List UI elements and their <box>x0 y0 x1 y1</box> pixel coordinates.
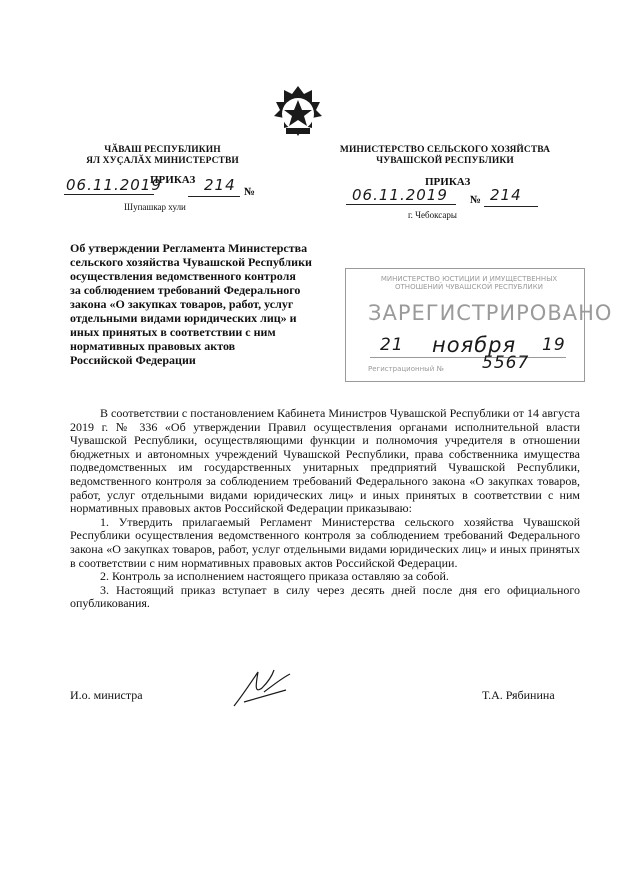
left-header-line2: ЯЛ ХУҪАЛӐХ МИНИСТЕРСТВИ <box>86 156 239 166</box>
left-order-date: 06.11.2019 <box>66 176 162 194</box>
left-date-underline <box>64 194 154 195</box>
document-body <box>70 407 580 611</box>
registration-stamp <box>345 268 613 382</box>
left-order-number: 214 <box>204 176 236 194</box>
stamp-footer: Регистрационный № <box>368 365 444 373</box>
stamp-day: 21 <box>380 335 404 355</box>
right-order-word: ПРИКАЗ <box>425 176 471 188</box>
right-order-number: 214 <box>490 186 522 204</box>
stamp-date-underline <box>370 357 566 358</box>
body-item-1: 1. Утвердить прилагаемый Регламент Министерства сельского хозяйства Чувашской Республики осуществления ведомственного контроля за соблюдением требований Федерального закона «О закупках товаров, работ, услуг отдельными видами юридических лиц» и иных принятых в соответствии с ним нормативных правовых актов Российской Федерации. <box>70 514 580 570</box>
right-date-underline <box>346 204 456 205</box>
coat-of-arms-emblem <box>266 80 330 144</box>
left-number-underline <box>188 196 240 197</box>
signatory-name: Т.А. Рябинина <box>482 688 555 702</box>
body-item-3: 3. Настоящий приказ вступает в силу через десять дней после дня его официального опубликования. <box>70 582 580 611</box>
body-paragraph-intro: В соответствии с постановлением Кабинета Министров Чувашской Республики от 14 августа 2019 г. № 336 «Об утверждении Правил осуществления органами исполнительной власти Чувашской Республики, осуществляющими функции и полномочия учредителя в отношении бюджетных и автономных учреждений Чувашской Республики, права собственника имущества подведомственных им государственных унитарных предприятий Чувашской Республики, ведомственного контроля за соблюдением требований Федерального закона «О закупках товаров, работ, услуг отдельными видами юридических лиц» и иных принятых в соответствии с ним нормативных правовых актов Российской Федерации приказываю: <box>70 406 580 516</box>
right-number-sign: № <box>470 194 482 206</box>
title-line: Об утверждении Регламента Министерства <box>70 241 308 255</box>
right-order-date: 06.11.2019 <box>352 186 448 204</box>
stamp-reg-number: 5567 <box>482 353 530 373</box>
handwritten-signature <box>228 662 298 712</box>
right-header-line1: МИНИСТЕРСТВО СЕЛЬСКОГО ХОЗЯЙСТВА <box>339 145 551 155</box>
signatory-position: И.о. министра <box>70 688 143 702</box>
title-line: сельского хозяйства Чувашской Республики <box>70 255 312 269</box>
left-number-sign: № <box>244 186 256 198</box>
left-header-line1: ЧӐВАШ РЕСПУБЛИКИН <box>104 145 221 155</box>
document-title <box>70 241 340 367</box>
left-city: Шупашкар хули <box>124 202 186 212</box>
stamp-year: 19 <box>542 335 566 355</box>
stamp-registered-label: ЗАРЕГИСТРИРОВАНО <box>368 301 613 325</box>
right-number-underline <box>484 206 538 207</box>
right-header-line2: ЧУВАШСКОЙ РЕСПУБЛИКИ <box>376 156 514 166</box>
title-line: закона «О закупках товаров, работ, услуг <box>70 297 294 311</box>
title-line: отдельными видами юридических лиц» и <box>70 311 297 325</box>
title-line: нормативных правовых актов <box>70 339 236 353</box>
left-order-word: ПРИКАЗ <box>150 174 196 186</box>
stamp-header: МИНИСТЕРСТВО ЮСТИЦИИ И ИМУЩЕСТВЕННЫХ ОТНОШЕНИЙ ЧУВАШСКОЙ РЕСПУБЛИКИ <box>380 275 558 291</box>
body-item-2: 2. Контроль за исполнением настоящего приказа оставляю за собой. <box>100 569 449 584</box>
title-line: Российской Федерации <box>70 353 196 367</box>
right-city: г. Чебоксары <box>408 210 457 220</box>
title-line: иных принятых в соответствии с ним <box>70 325 276 339</box>
stamp-month: ноября <box>432 333 517 357</box>
title-line: осуществления ведомственного контроля <box>70 269 296 283</box>
title-line: за соблюдением требований Федерального <box>70 283 301 297</box>
